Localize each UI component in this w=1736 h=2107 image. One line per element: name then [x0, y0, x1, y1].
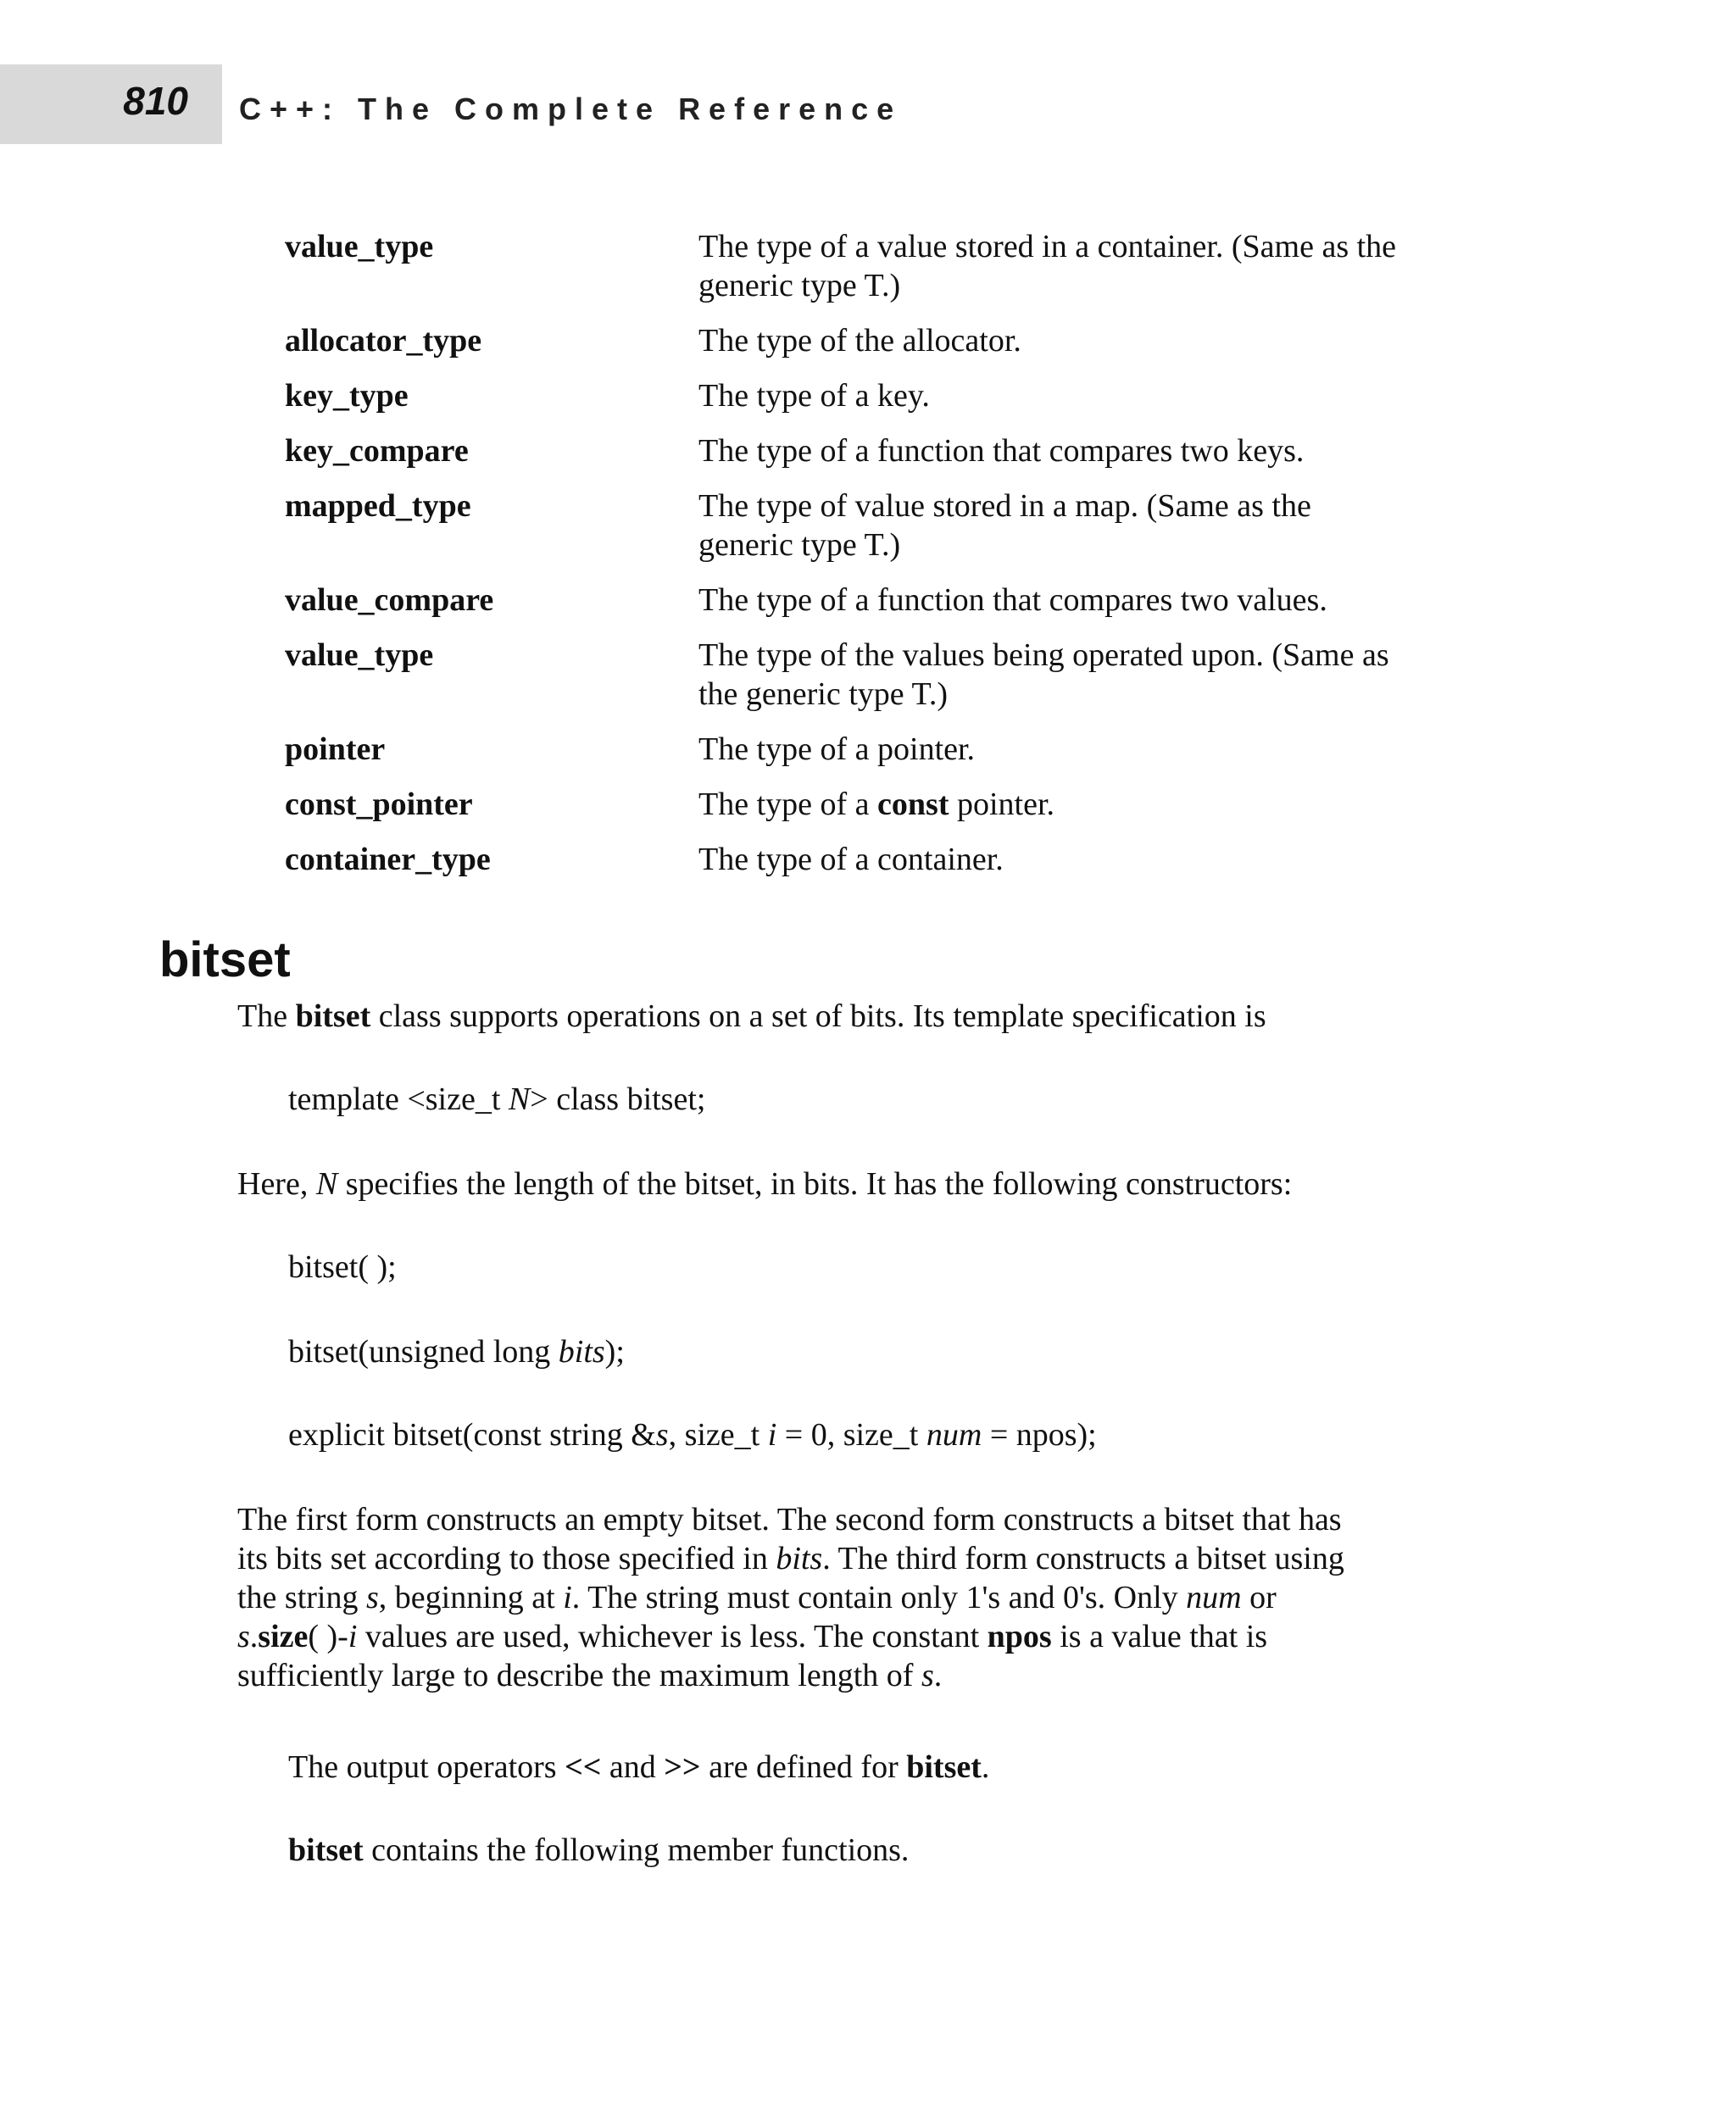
text-run: .: [981, 1749, 990, 1785]
typedef-desc: [698, 486, 1488, 564]
paragraph-line: [237, 1617, 1475, 1656]
typedef-desc-line: generic type T.): [698, 268, 901, 303]
text-run: The: [237, 998, 296, 1034]
text-run: the string: [237, 1580, 366, 1615]
text-run: .: [249, 1619, 259, 1654]
text-run: is a value that is: [1051, 1619, 1268, 1654]
code-keyword: const: [877, 787, 949, 822]
typedef-desc: The type of the allocator.: [698, 323, 1021, 359]
text-run: are defined for: [700, 1749, 907, 1785]
typedef-name: key_type: [285, 378, 409, 414]
typedef-row: [285, 321, 1488, 360]
text-run: , beginning at: [378, 1580, 564, 1615]
length-paragraph: [237, 1165, 1475, 1204]
intro-paragraph: [237, 997, 1475, 1036]
typedef-row: [285, 227, 1488, 305]
typedef-desc: [698, 785, 1488, 824]
italic-param: N: [508, 1081, 531, 1117]
text-run: . The string must contain only 1's and 0's. Only: [571, 1580, 1187, 1615]
text-run: = 0, size_t: [776, 1417, 926, 1453]
typedef-name: mapped_type: [285, 488, 471, 524]
code-keyword: <<: [565, 1749, 602, 1785]
code-keyword: size: [258, 1619, 309, 1654]
italic-param: s: [655, 1417, 669, 1453]
typedef-row: [285, 636, 1488, 714]
code-keyword: npos: [987, 1619, 1052, 1654]
typedef-name: const_pointer: [285, 787, 473, 822]
running-title: C++: The Complete Reference: [239, 92, 903, 126]
italic-param: s: [921, 1658, 934, 1693]
text-run: class supports operations on a set of bits. Its template specification is: [370, 998, 1266, 1034]
typedef-name: value_type: [285, 229, 434, 264]
typedef-name: pointer: [285, 731, 386, 767]
typedef-desc: The type of a key.: [698, 378, 930, 414]
text-run: > class bitset;: [530, 1081, 706, 1117]
constructors-description: [237, 1500, 1475, 1695]
code-keyword: bitset: [288, 1832, 364, 1868]
text-run: The type of a: [698, 787, 878, 822]
code-keyword: bitset: [295, 998, 371, 1034]
text-run: = npos);: [982, 1417, 1097, 1453]
typedef-name: key_compare: [285, 433, 469, 469]
italic-param: i: [563, 1580, 572, 1615]
text-run: .: [933, 1658, 943, 1693]
typedef-desc: [698, 636, 1488, 714]
typedef-row: [285, 486, 1488, 564]
typedef-name: allocator_type: [285, 323, 482, 359]
typedef-row: [285, 376, 1488, 415]
text-run: The output operators: [288, 1749, 565, 1785]
operators-paragraph: [288, 1748, 1526, 1787]
constructor-default: bitset( );: [288, 1249, 397, 1285]
typedef-desc: The type of a function that compares two keys.: [698, 433, 1305, 469]
typedef-desc: The type of a pointer.: [698, 731, 976, 767]
text-run: or: [1241, 1580, 1277, 1615]
code-keyword: bitset: [906, 1749, 982, 1785]
text-run: values are used, whichever is less. The constant: [357, 1619, 988, 1654]
italic-param: bits: [558, 1334, 605, 1370]
text-run: bitset(unsigned long: [288, 1334, 559, 1370]
italic-param: num: [926, 1417, 982, 1453]
typedef-name: value_type: [285, 637, 434, 673]
typedef-desc-line: The type of value stored in a map. (Same as the: [698, 488, 1311, 524]
italic-param: i: [767, 1417, 777, 1453]
typedef-name: container_type: [285, 842, 491, 877]
typedef-desc: The type of a function that compares two values.: [698, 582, 1327, 618]
typedef-desc: [698, 227, 1488, 305]
italic-param: i: [348, 1619, 358, 1654]
italic-param: s: [237, 1619, 250, 1654]
template-spec: [288, 1080, 1526, 1119]
typedef-desc-line: generic type T.): [698, 527, 901, 563]
typedef-row: [285, 730, 1488, 769]
text-run: explicit bitset(const string &: [288, 1417, 656, 1453]
text-run: );: [604, 1334, 625, 1370]
text-run: pointer.: [949, 787, 1055, 822]
page-number: 810: [123, 79, 188, 123]
typedef-desc-line: The type of a value stored in a container. (Same as the: [698, 229, 1397, 264]
code-keyword: >>: [664, 1749, 701, 1785]
text-run: sufficiently large to describe the maximum length of: [237, 1658, 921, 1693]
paragraph-line: The first form constructs an empty bitset. The second form constructs a bitset that has: [237, 1502, 1342, 1537]
text-run: and: [601, 1749, 665, 1785]
italic-param: num: [1186, 1580, 1242, 1615]
paragraph-line: [237, 1539, 1475, 1578]
text-run: contains the following member functions.: [363, 1832, 910, 1868]
italic-param: N: [315, 1166, 338, 1202]
members-paragraph: [288, 1831, 1526, 1870]
typedef-desc-line: the generic type T.): [698, 676, 949, 712]
text-run: its bits set according to those specified in: [237, 1541, 776, 1576]
typedef-row: [285, 840, 1488, 879]
typedef-desc-line: The type of the values being operated upon. (Same as: [698, 637, 1389, 673]
italic-param: s: [365, 1580, 379, 1615]
section-heading: bitset: [159, 932, 291, 987]
text-run: template <size_t: [288, 1081, 509, 1117]
typedef-name: value_compare: [285, 582, 494, 618]
typedef-table: [285, 227, 1488, 879]
constructor-bits: [288, 1332, 1526, 1371]
text-run: ( )-: [308, 1619, 348, 1654]
typedef-row: [285, 581, 1488, 620]
paragraph-line: [237, 1656, 1475, 1695]
italic-param: bits: [776, 1541, 823, 1576]
paragraph-line: [237, 1578, 1475, 1617]
text-run: . The third form constructs a bitset using: [822, 1541, 1344, 1576]
text-run: Here,: [237, 1166, 316, 1202]
typedef-row: [285, 785, 1488, 824]
typedef-desc: The type of a container.: [698, 842, 1004, 877]
text-run: , size_t: [668, 1417, 768, 1453]
typedef-row: [285, 431, 1488, 470]
page-number-box: [0, 64, 222, 144]
constructor-string: [288, 1415, 1526, 1454]
text-run: specifies the length of the bitset, in bits. It has the following constructors:: [337, 1166, 1293, 1202]
